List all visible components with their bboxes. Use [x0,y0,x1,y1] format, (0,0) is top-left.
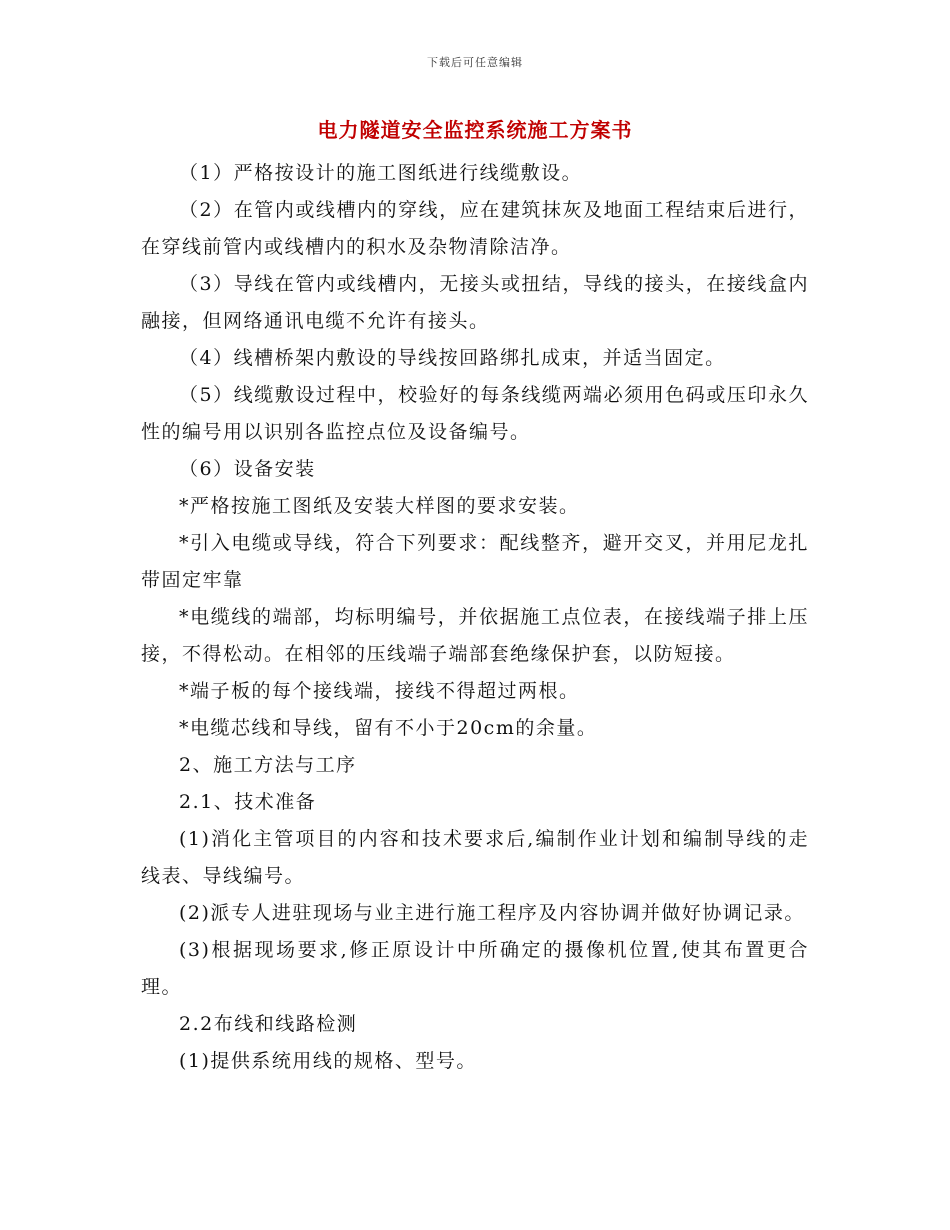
paragraph-16: (3)根据现场要求,修正原设计中所确定的摄像机位置,使其布置更合理。 [141,939,809,998]
paragraph-8: *引入电缆或导线，符合下列要求：配线整齐，避开交叉，并用尼龙扎带固定牢靠 [141,532,809,591]
paragraph-6: （6）设备安装 [179,458,316,480]
paragraph-9: *电缆线的端部，均标明编号，并依据施工点位表，在接线端子排上压接，不得松动。在相邻的压线端子端部套绝缘保护套，以防短接。 [141,606,809,665]
document-body [141,155,809,1080]
section-heading-2-1: 2.1、技术准备 [179,791,317,813]
section-heading-2: 2、施工方法与工序 [179,754,357,776]
page-header-note: 下载后可任意编辑 [427,56,523,69]
document-title: 电力隧道安全监控系统施工方案书 [317,118,633,142]
paragraph-10: *端子板的每个接线端，接线不得超过两根。 [179,680,580,702]
section-heading-2-2: 2.2布线和线路检测 [179,1013,358,1035]
paragraph-3: （3）导线在管内或线槽内，无接头或扭结，导线的接头，在接线盒内融接，但网络通讯电缆不允许有接头。 [141,273,809,332]
paragraph-11: *电缆芯线和导线，留有不小于20cm的余量。 [179,717,598,739]
paragraph-5: （5）线缆敷设过程中，校验好的每条线缆两端必须用色码或压印永久性的编号用以识别各监控点位及设备编号。 [141,384,809,443]
paragraph-7: *严格按施工图纸及安装大样图的要求安装。 [179,495,580,517]
paragraph-15: (2)派专人进驻现场与业主进行施工程序及内容协调并做好协调记录。 [179,902,805,924]
paragraph-2: （2）在管内或线槽内的穿线，应在建筑抹灰及地面工程结束后进行，在穿线前管内或线槽内的积水及杂物清除洁净。 [141,199,809,258]
paragraph-1: （1）严格按设计的施工图纸进行线缆敷设。 [179,162,583,184]
paragraph-18: (1)提供系统用线的规格、型号。 [179,1050,477,1072]
paragraph-14: (1)消化主管项目的内容和技术要求后,编制作业计划和编制导线的走线表、导线编号。 [141,828,809,887]
paragraph-4: （4）线槽桥架内敷设的导线按回路绑扎成束，并适当固定。 [179,347,726,369]
